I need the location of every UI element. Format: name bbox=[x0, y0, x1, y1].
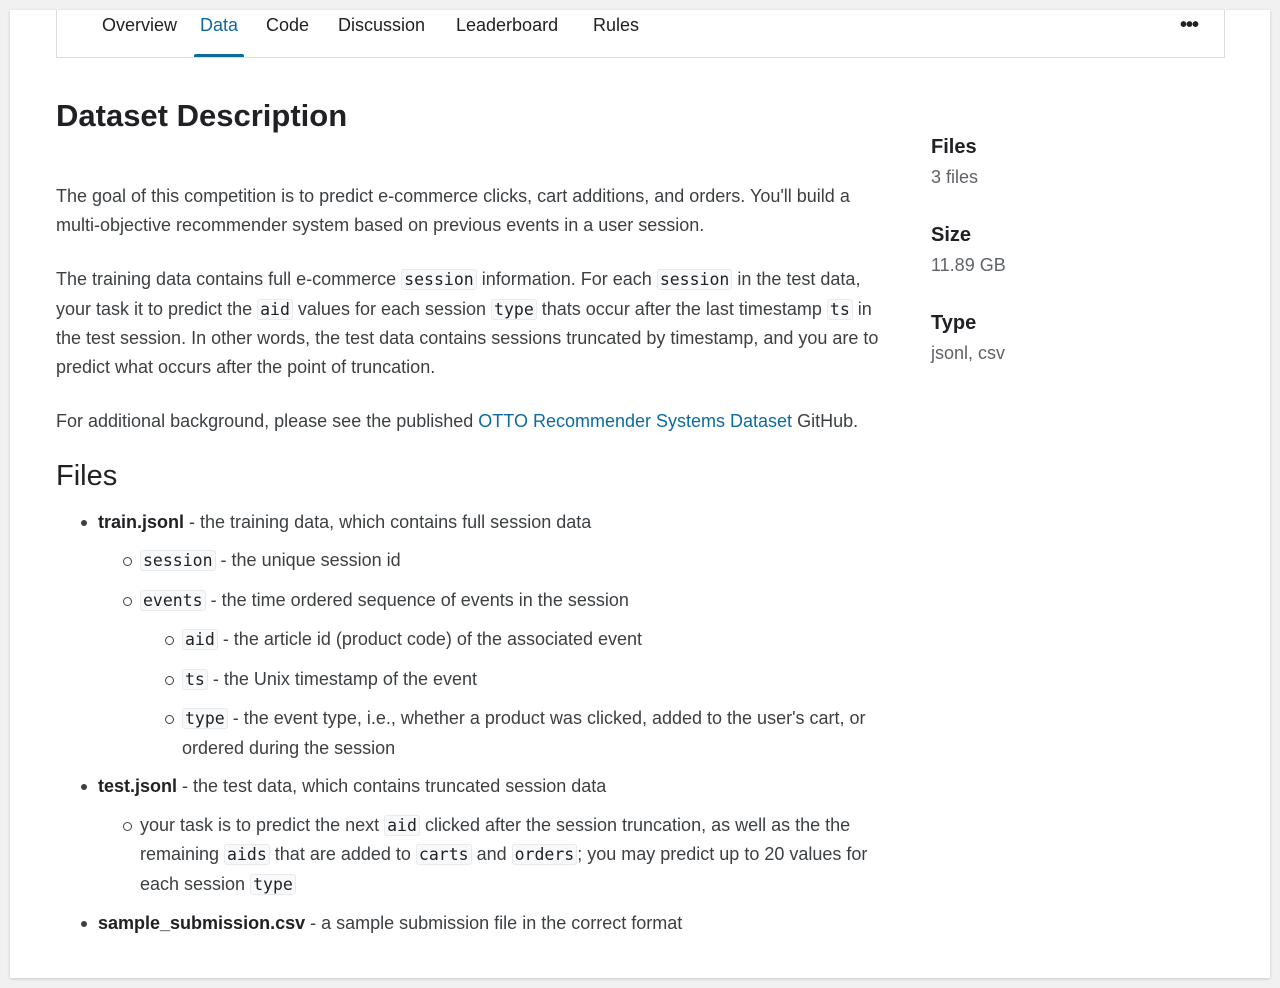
files-heading: Files bbox=[56, 459, 118, 492]
text: - the Unix timestamp of the event bbox=[207, 668, 477, 689]
text: - the unique session id bbox=[215, 550, 401, 570]
code-ts: ts bbox=[182, 669, 208, 690]
file-desc: - the test data, which contains truncated session data bbox=[177, 776, 607, 796]
file-name: train.jsonl bbox=[98, 511, 185, 532]
code-session: session bbox=[657, 269, 733, 290]
description-paragraph-2 bbox=[56, 265, 886, 381]
code-aid: aid bbox=[384, 815, 420, 836]
size-value: 11.89 GB bbox=[931, 255, 1006, 275]
file-desc: - the training data, which contains full session data bbox=[184, 511, 592, 532]
list-item-events bbox=[98, 586, 886, 763]
main-content bbox=[56, 96, 886, 948]
code-events: events bbox=[140, 590, 206, 611]
text: The training data contains full e-commerce bbox=[56, 269, 402, 289]
file-name: sample_submission.csv bbox=[98, 913, 306, 933]
type-label: Type bbox=[931, 312, 977, 334]
list-item-aid bbox=[140, 625, 886, 655]
file-name: test.jsonl bbox=[98, 776, 178, 796]
text: your task is to predict the next bbox=[140, 814, 385, 835]
files-list bbox=[56, 508, 886, 938]
test-fields-list bbox=[98, 811, 886, 900]
code-orders: orders bbox=[512, 844, 578, 865]
list-item-sample bbox=[56, 909, 886, 938]
list-item-test-task bbox=[98, 811, 886, 900]
more-options-icon[interactable]: ••• bbox=[1179, 14, 1198, 36]
otto-dataset-link[interactable]: OTTO Recommender Systems Dataset bbox=[478, 411, 793, 431]
text: values for each session bbox=[292, 298, 492, 319]
files-value: 3 files bbox=[931, 167, 979, 187]
text: - the event type, i.e., whether a product was clicked, added to the user's cart, or ordered during the session bbox=[182, 708, 866, 758]
text: information. For each bbox=[476, 269, 657, 289]
list-item-train bbox=[56, 508, 886, 763]
list-item-session bbox=[98, 546, 886, 576]
code-session: session bbox=[401, 269, 477, 290]
text: ; you may predict up to 20 values for each session bbox=[140, 844, 868, 894]
files-label: Files bbox=[931, 136, 977, 158]
size-label: Size bbox=[931, 224, 972, 246]
text: that are added to bbox=[269, 844, 416, 864]
code-carts: carts bbox=[416, 844, 472, 865]
type-value: jsonl, csv bbox=[931, 343, 1006, 363]
tab-leaderboard[interactable]: Leaderboard bbox=[456, 15, 559, 35]
text: clicked after the session truncation, as well as the the remaining bbox=[140, 814, 851, 864]
text: in the test data, your task it to predict the bbox=[56, 269, 861, 319]
text: thats occur after the last timestamp bbox=[536, 298, 827, 319]
text: - the time ordered sequence of events in the session bbox=[205, 589, 629, 610]
tab-code[interactable]: Code bbox=[266, 15, 310, 35]
code-session: session bbox=[140, 550, 216, 571]
text: GitHub. bbox=[792, 411, 859, 431]
tab-overview[interactable]: Overview bbox=[102, 15, 178, 35]
tab-bar bbox=[56, 10, 1225, 58]
page-title: Dataset Description bbox=[56, 98, 348, 133]
tab-data[interactable]: Data bbox=[194, 10, 244, 57]
code-aids: aids bbox=[224, 844, 270, 865]
text: For additional background, please see the published bbox=[56, 411, 479, 431]
text: and bbox=[471, 844, 512, 864]
list-item-test bbox=[56, 772, 886, 899]
tab-discussion[interactable]: Discussion bbox=[338, 15, 426, 35]
description-paragraph-3 bbox=[56, 407, 886, 436]
metadata-sidebar bbox=[931, 134, 1231, 398]
code-aid: aid bbox=[257, 299, 293, 320]
text: in the test session. In other words, the test data contains sessions truncated by timestamp, and you are to predict what occurs after the point of truncation. bbox=[56, 298, 879, 377]
tab-rules[interactable]: Rules bbox=[593, 15, 640, 35]
page-card bbox=[10, 10, 1270, 978]
list-item-ts bbox=[140, 665, 886, 695]
code-ts: ts bbox=[827, 299, 853, 320]
file-desc: - a sample submission file in the correct format bbox=[305, 913, 683, 933]
description-paragraph-1: The goal of this competition is to predict e-commerce clicks, cart additions, and orders. You'll build a multi-objective recommender system based on previous events in a user session. bbox=[56, 186, 850, 235]
train-fields-list bbox=[98, 546, 886, 762]
list-item-type bbox=[140, 704, 886, 762]
events-fields-list bbox=[140, 625, 886, 762]
code-type: type bbox=[182, 708, 228, 729]
code-aid: aid bbox=[182, 629, 218, 650]
code-type: type bbox=[250, 874, 296, 895]
text: - the article id (product code) of the associated event bbox=[217, 629, 643, 649]
code-type: type bbox=[491, 299, 537, 320]
